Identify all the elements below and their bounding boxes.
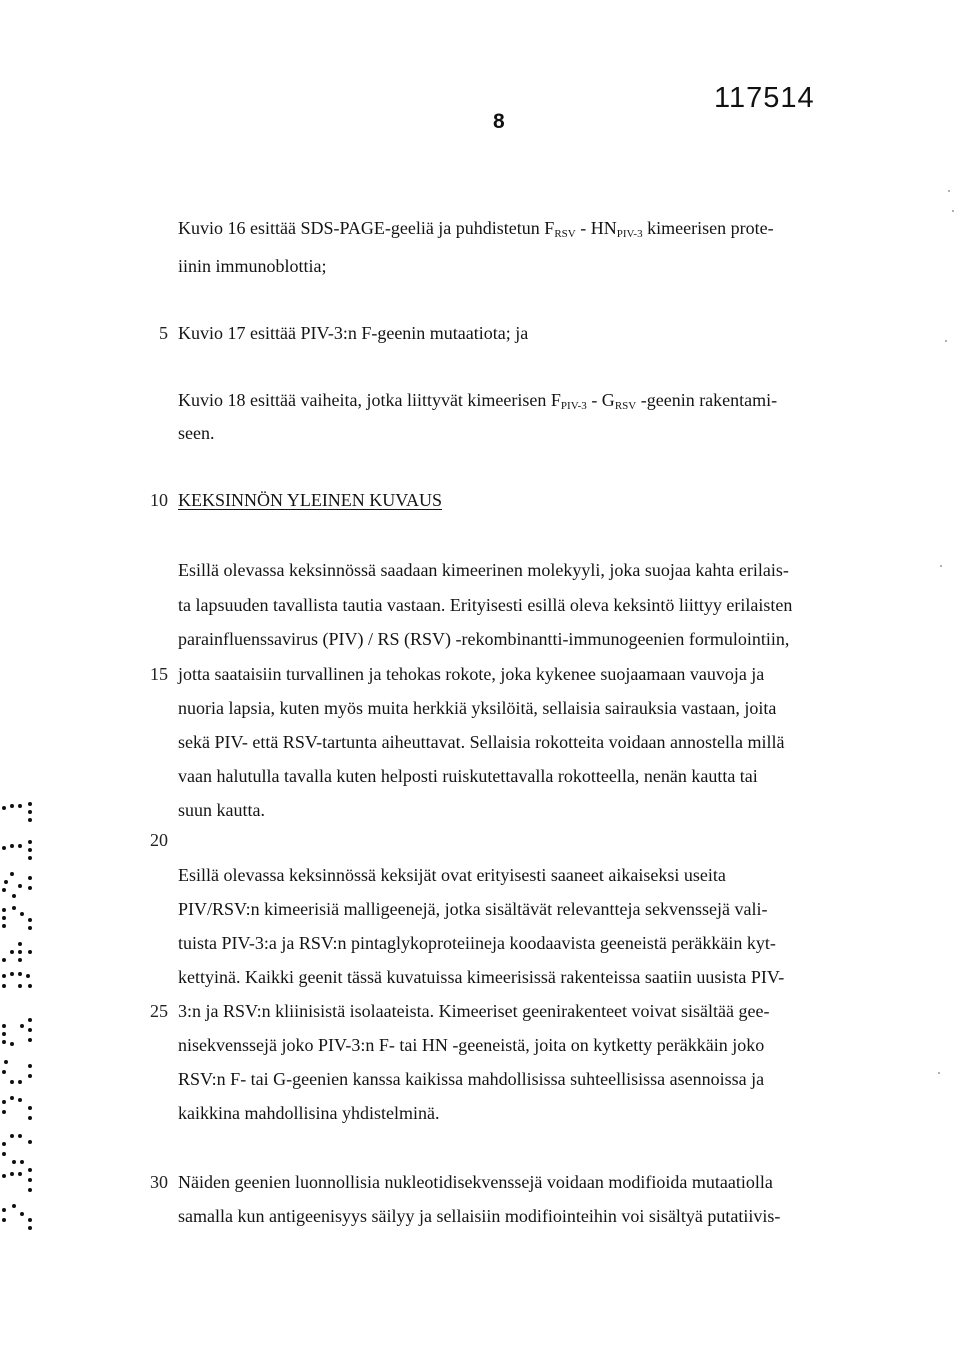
- text-fragment: Kuvio 18 esittää vaiheita, jotka liittyvät kimeerisen F: [178, 390, 561, 410]
- text-fragment: kimeerisen prote-: [642, 218, 774, 238]
- paragraph-line: PIV/RSV:n kimeerisiä malligeenejä, jotka sisältävät relevantteja sekvenssejä vali-: [178, 899, 768, 919]
- page-number: 8: [493, 110, 505, 133]
- paragraph-line: nuoria lapsia, kuten myös muita herkkiä yksilöitä, sellaisia sairauksia vastaan, joita: [178, 698, 777, 718]
- subscript: PIV-3: [616, 228, 643, 240]
- paragraph-line: [178, 389, 777, 417]
- subscript: RSV: [614, 400, 637, 412]
- subscript: PIV-3: [560, 400, 587, 412]
- paragraph-line: jotta saataisiin turvallinen ja tehokas rokote, joka kykenee suojaamaan vauvoja ja: [178, 664, 765, 684]
- line-number: 25: [150, 1001, 168, 1021]
- paragraph-line: seen.: [178, 423, 215, 443]
- paragraph-line: 3:n ja RSV:n kliinisistä isolaateista. Kimeeriset geenirakenteet voivat sisältää gee-: [178, 1001, 770, 1021]
- text-fragment: Kuvio 16 esittää SDS-PAGE-geeliä ja puhdistetun F: [178, 218, 555, 238]
- line-number: 20: [150, 830, 168, 850]
- text-fragment: -geenin rakentami-: [636, 390, 778, 410]
- scan-speck: [952, 210, 954, 212]
- line-number: 5: [159, 323, 168, 343]
- paragraph-line: [178, 217, 774, 245]
- paragraph-line: Esillä olevassa keksinnössä saadaan kimeerinen molekyyli, joka suojaa kahta erilais-: [178, 560, 789, 580]
- text-fragment: - HN: [575, 218, 617, 238]
- document-number: 117514: [714, 82, 815, 114]
- text-fragment: - G: [586, 390, 615, 410]
- line-number: 15: [150, 664, 168, 684]
- paragraph-line: sekä PIV- että RSV-tartunta aiheuttavat. Sellaisia rokotteita voidaan annostella millä: [178, 732, 785, 752]
- scan-speck: [940, 565, 942, 567]
- paragraph-line: ta lapsuuden tavallista tautia vastaan. Erityisesti esillä oleva keksintö liittyy erilaisten: [178, 595, 793, 615]
- paragraph-line: RSV:n F- tai G-geenien kanssa kaikissa mahdollisissa suhteellisissa asennoissa ja: [178, 1069, 765, 1089]
- paragraph-line: Esillä olevassa keksinnössä keksijät ovat erityisesti saaneet aikaiseksi useita: [178, 865, 726, 885]
- scan-speck: [948, 190, 950, 192]
- section-heading: KEKSINNÖN YLEINEN KUVAUS: [178, 490, 442, 510]
- paragraph-line: kettyinä. Kaikki geenit tässä kuvatuissa kimeerisissä rakenteissa saatiin uusista PIV-: [178, 967, 785, 987]
- paragraph-line: iinin immunoblottia;: [178, 256, 327, 276]
- paragraph-line: samalla kun antigeenisyys säilyy ja sellaisiin modifiointeihin voi sisältyä putatiivis-: [178, 1206, 781, 1226]
- scan-speck: [945, 340, 947, 342]
- dot-pattern-graphic: [0, 790, 40, 1230]
- line-number: 30: [150, 1172, 168, 1192]
- subscript: RSV: [554, 228, 576, 240]
- paragraph-line: vaan halutulla tavalla kuten helposti ruiskutettavalla rokotteella, nenän kautta tai: [178, 766, 758, 786]
- paragraph-line: tuista PIV-3:a ja RSV:n pintaglykoproteiineja koodaavista geeneistä peräkkäin kyt-: [178, 933, 776, 953]
- paragraph-line: nisekvenssejä joko PIV-3:n F- tai HN -geeneistä, joita on kytketty peräkkäin joko: [178, 1035, 765, 1055]
- paragraph-line: Kuvio 17 esittää PIV-3:n F-geenin mutaatiota; ja: [178, 323, 529, 343]
- scan-speck: [938, 1072, 940, 1074]
- margin-dot-pattern: [0, 790, 40, 1230]
- paragraph-line: suun kautta.: [178, 800, 265, 820]
- line-number: 10: [150, 490, 168, 510]
- paragraph-line: Näiden geenien luonnollisia nukleotidisekvenssejä voidaan modifioida mutaatiolla: [178, 1172, 773, 1192]
- paragraph-line: parainfluenssavirus (PIV) / RS (RSV) -rekombinantti-immunogeenien formulointiin,: [178, 629, 790, 649]
- paragraph-line: kaikkina mahdollisina yhdistelminä.: [178, 1103, 440, 1123]
